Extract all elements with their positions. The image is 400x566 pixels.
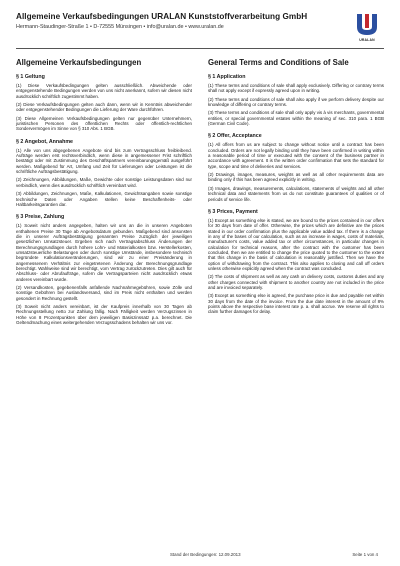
section-heading: § 3 Prices, Payment	[208, 208, 258, 215]
paragraph: (2) Zeichnungen, Abbildungen, Maße, Gewichte oder sonstige Leistungsdaten sind nur verbindlich, wenn dies ausdrücklich schriftlich vereinbart wird.	[16, 177, 192, 188]
paragraph: (2) Versandkosten, gegebenenfalls anfallende Nachnahmegebühren, sowie Zölle und sonstige Gebühren bei Auslandsversand, sind im Preis nicht enthalten und werden gesondert in Rechnung gestellt.	[16, 284, 192, 301]
paragraph: (1) All offers from us are subject to change without notice until a contract has been concluded. Orders are not legally binding until they have been confirmed in writing within a reasonable period of time or executed with the consent of the business partner in accordance with agreement. It is the written order confirmation that sets the standard for type, scope and time of deliveries and services.	[208, 142, 384, 169]
uralan-logo	[352, 12, 382, 46]
paragraph: (3) Soweit nicht anders vereinbart, ist der Kaufpreis innerhalb von 30 Tagen ab Rechnungsstellung netto zur Zahlung fällig. Nach Fälligkeit werden Verzugszinsen in Höhe von 8 Prozentpunkten über dem jeweiligen Basiszinssatz p.a. berechnet. Die Geltendmachung eines weitergehenden Verzugsschadens behalten wir uns vor.	[16, 304, 192, 326]
paragraph: (3) Except as something else is agreed, the purchase price is due and payable net within 30 days from the date of the invoice. From the due date interest in the amount of 8% points above the respective base interest rate p. a. shall accrue. We reserve all rights to claim further damages for delay.	[208, 293, 384, 315]
section-heading: § 1 Application	[208, 74, 246, 80]
paragraph: (2) These terms and conditions of sale shall also apply if we perform delivery despite our knowledge of differing or contrary terms.	[208, 96, 384, 108]
uralan-logo-icon	[352, 12, 382, 38]
section-heading: § 3 Preise, Zahlung	[16, 214, 65, 221]
paragraph: (2) The costs of shipment as well as any cash on delivery costs, customs duties and any other charges connected with shipment to another country are not included in the price and are invoiced separately.	[208, 274, 384, 290]
document-titles	[16, 58, 384, 68]
section-heading: § 2 Offer, Acceptance	[208, 133, 262, 140]
paragraph: (1) Soweit nicht anders angegeben, halten wir uns an die in unseren Angeboten enthaltenen Preise 30 Tage ab Angebotsdatum gebunden. Maßgebend sind ansonsten die in unserer Auftragsbestätigung genannten Preise zuzüglich der jeweiligen gesetzlichen Umsatzsteuer. Ergeben sich nach Vertragsabschluss Änderungen der Berechnungsgrundlagen durch höhere Lohn- und Materialkosten bzw. Herstellerkosten, umsatzsteuerliche Belastungen oder durch sonstige Umstände, insbesondere technisch begründete Kalkulationsveränderungen, sind wir zu einer Preisänderung in angemessenem Verhältnis zur eingetretenen Änderung der Berechnungsgrundlage berechtigt. Wahlweise sind wir berechtigt, vom Vertrag zurückzutreten. Dies gilt auch für Abschluss- oder Abrufaufträge, sofern die Vertragsparteien nicht ausdrücklich etwas anderes vereinbart wurde.	[16, 223, 192, 282]
paragraph: (3) These terms and conditions of sale shall only apply vis à vis merchants, governmental entities, or special governmental estates within the meaning of sec. 310 para. 1 BGB (German Civil Code).	[208, 110, 384, 127]
page-footer	[0, 552, 400, 560]
logo-wordmark: URALAN	[359, 38, 375, 42]
english-column	[208, 74, 384, 328]
paragraph: (3) Diese Allgemeinen Verkaufsbedingungen gelten nur gegenüber Unternehmern, juristischen Personen des öffentlichen Rechts oder öffentlich-rechtlichen Sondervermögen im Sinne von § 310 Abs. 1 BGB.	[16, 115, 192, 132]
title-german: Allgemeine Verkaufsbedingungen	[16, 58, 142, 67]
company-address: Hermann-Staudinger-Straße 1 • D-72555 Münsingen • info@uralan.de • www.uralan.de	[16, 24, 224, 30]
title-english: General Terms and Conditions of Sale	[208, 58, 349, 67]
section-heading: § 2 Angebot, Annahme	[16, 138, 73, 145]
section-heading: § 1 Geltung	[16, 74, 45, 80]
letterhead	[16, 12, 384, 46]
paragraph: (2) Diese Verkaufsbedingungen gelten auch dann, wenn wir in Kenntnis abweichender oder entgegenstehender Bedingungen die Lieferung der Ware durchführen.	[16, 102, 192, 113]
paragraph: (1) These terms and conditions of sale shall apply exclusively. Differing or contrary terms shall not apply except if expressly agreed upon in writing.	[208, 83, 384, 94]
paragraph: (1) Alle von uns abgegebenen Angebote sind bis zum Vertragsschluss freibleibend. Aufträge werden erst rechtsverbindlich, wenn diese in angemessener Frist schriftlich bestätigt oder mit Zustimmung des Geschäftspartners vereinbarungsgemäß ausgeführt werden. Maßgebend für Art, Umfang und Zeit für Lieferungen oder Leistungen ist die schriftliche Auftragsbestätigung.	[16, 147, 192, 175]
paragraph: (3) Abbildungen, Zeichnungen, Maße, Kalkulationen, Gewichtsangaben sowie sonstige technische Daten oder Angaben stellen keine Beschaffenheits- oder Haltbarkeitsgarantien dar.	[16, 191, 192, 207]
header-divider	[16, 48, 384, 49]
company-title: Allgemeine Verkaufsbedingungen URALAN Kunststoffverarbeitung GmbH	[16, 12, 308, 21]
page-number: Seite 1 von 4	[352, 552, 378, 557]
paragraph: (1) Except as something else is stated, we are bound to the prices contained in our offers for 30 days from date of offer. Otherwise, the prices which are definitive are the prices stated in our order confirmation plus the applicable value added tax. If there is a change in any of the bases of our calculation, such as an increase in wages, costs of materials, manufacturer's costs, value added tax or other circumstances, in particular changes in calculation for technical reasons, after the contract with the customer has been concluded, then we are entitled to change the price quoted to the customer to the extent that this change in the basis of calculation is reasonably justified. Then we have the option of withdrawing from the contract. This also applies to closing and call off orders unless otherwise explicitly agreed when the contract was concluded.	[208, 217, 384, 271]
terms-date: Stand der Bedingungen: 12.09.2013	[170, 552, 241, 557]
german-column	[16, 74, 192, 328]
paragraph: (3) Images, drawings, measurements, calculations, statements of weights and all other technical data and statements from us do not constitute guarantees of qualities or of periods of service life.	[208, 185, 384, 202]
bilingual-columns	[16, 74, 384, 328]
paragraph: (1) Diese Verkaufsbedingungen gelten ausschließlich. Abweichende oder entgegenstehende Bedingungen werden von uns nicht anerkannt, sofern wir diesen nicht ausdrücklich schriftlich zugestimmt haben.	[16, 83, 192, 99]
paragraph: (2) Drawings, images, measures, weights as well as all other requirements data are binding only if this has been agreed explicitly in writing.	[208, 172, 384, 183]
